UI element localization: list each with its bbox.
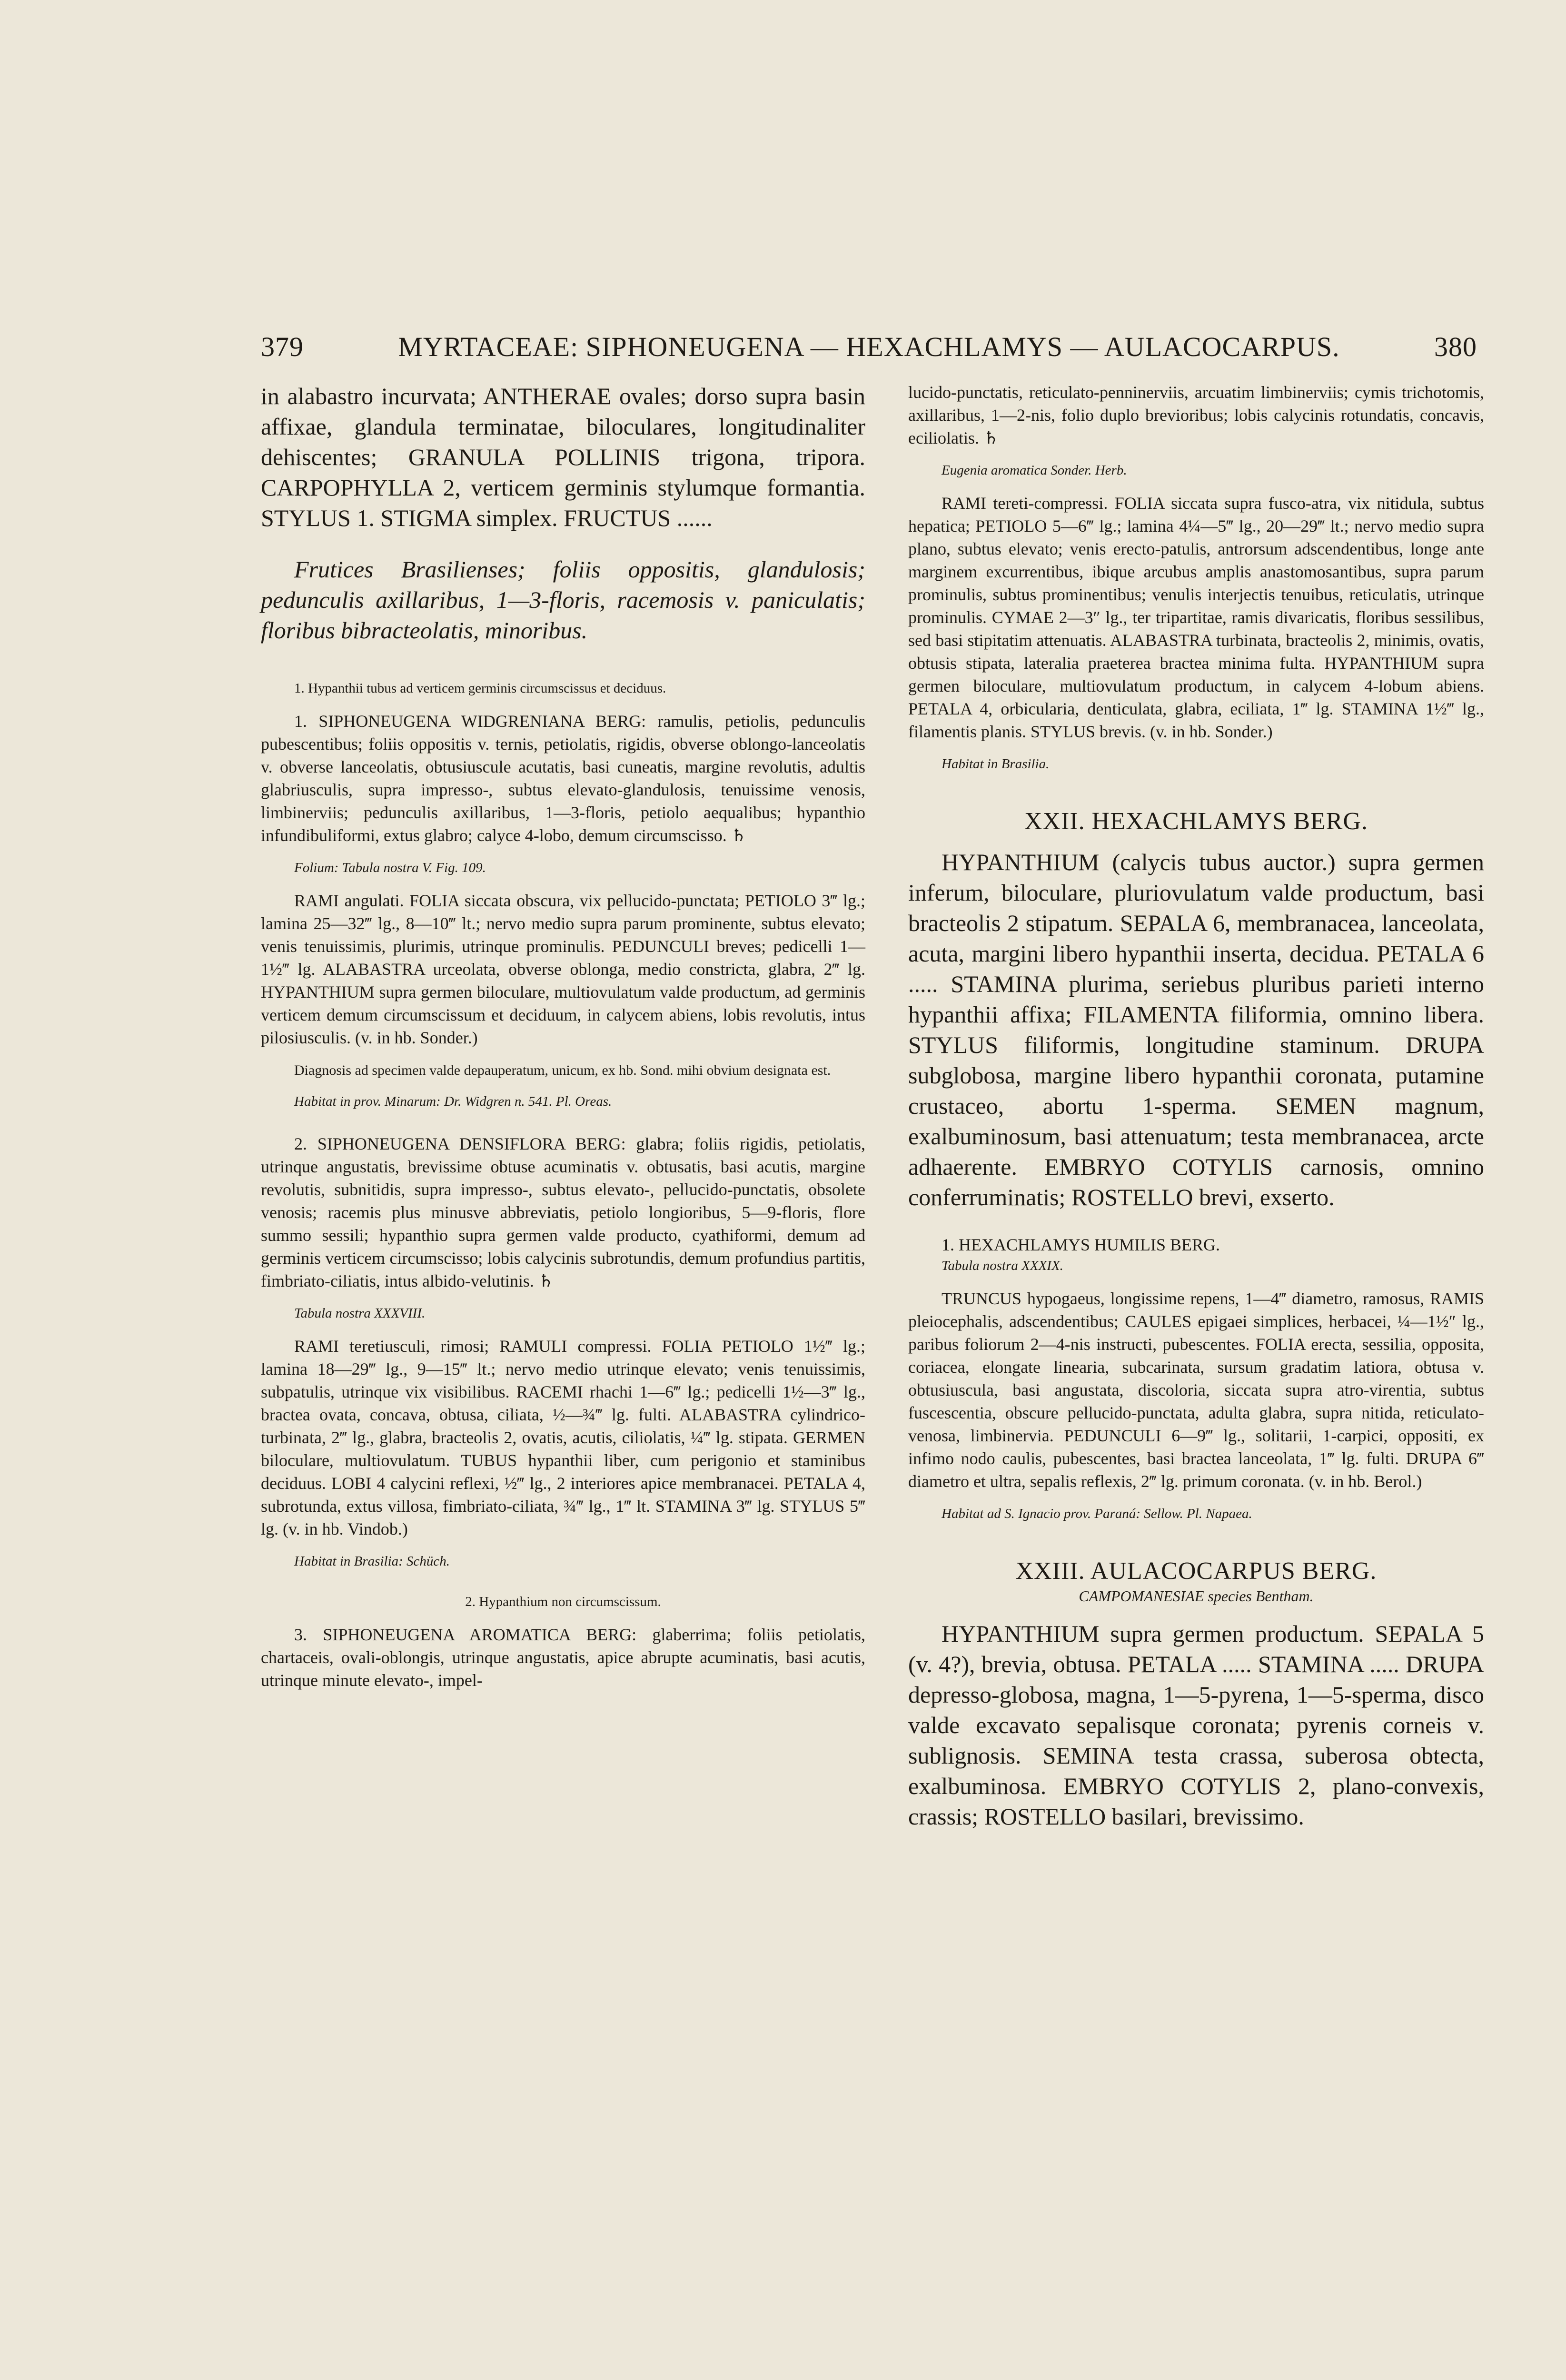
species-3-diagnosis: 3. SIPHONEUGENA AROMATICA BERG: glaberrima; foliis petiolatis, chartaceis, ovali-oblongis, utrinque angustatis, apice abrupte acuminatis, basi acutis, utrinque minute elevato-, impel-	[261, 1625, 865, 1690]
left-column	[261, 381, 865, 1692]
species-3-synonym: Eugenia aromatica Sonder. Herb.	[942, 463, 1127, 478]
right-column	[908, 381, 1484, 1832]
hexachlamys-1-habitat: Habitat ad S. Ignacio prov. Paraná: Sellow. Pl. Napaea.	[942, 1506, 1252, 1521]
species-3-diagnosis-continued: lucido-punctatis, reticulato-penninerviis, arcuatim limbinerviis; cymis trichotomis, axillaribus, 1—2-nis, folio duplo brevioribus; lobis calycinis rotundatis, concavis, eciliolatis. ♄	[908, 383, 1484, 447]
species-1-habitat: Habitat in prov. Minarum: Dr. Widgren n. 541. Pl. Oreas.	[294, 1094, 612, 1109]
species-2-description: RAMI teretiusculi, rimosi; RAMULI compressi. FOLIA PETIOLO 1½‴ lg.; lamina 18—29‴ lg., 9—15‴ lt.; nervo medio utrinque elevato; venis tenuissimis, subpatulis, utrinque vix visibilibus. RACEMI rhachi 1—6‴ lg.; pedicelli 1½—3‴ lg., bractea ovata, concava, obtusa, ciliata, ½—¾‴ lg. fulti. ALABASTRA cylindrico-turbinata, 2‴ lg., glabra, bracteolis 2, ovatis, acutis, ciliolatis, ¼‴ lg. stipata. GERMEN biloculare, multiovulatum. TUBUS hypanthii liber, cum perigonio et staminibus deciduus. LOBI 4 calycini reflexi, ½‴ lg., 2 interiores apice membranacei. PETALA 4, subrotunda, extus villosa, fimbriato-ciliata, ¾‴ lg., 1‴ lt. STAMINA 3‴ lg. STYLUS 5‴ lg. (v. in hb. Vindob.)	[261, 1337, 865, 1538]
species-1-figure-ref: Folium: Tabula nostra V. Fig. 109.	[294, 860, 486, 875]
running-title: MYRTACEAE: SIPHONEUGENA — HEXACHLAMYS — AULACOCARPUS.	[398, 331, 1340, 362]
genus-22-description: HYPANTHIUM (calycis tubus auctor.) supra germen inferum, biloculare, pluriovulatum valde productum, basi bracteolis 2 stipatum. SEPALA 6, membranacea, lanceolata, acuta, margini libero hypanthii inserta, decidua. PETALA 6 ..... STAMINA plurima, seriebus pluribus parieti interno hypanthii affixa; FILAMENTA filiformia, omnino libera. STYLUS filiformis, longitudine staminum. DRUPA subglobosa, margine libero hypanthii coronata, putamine crustaceo, abortu 1-sperma. SEMEN magnum, exalbuminosum, basi attenuatum; testa membranacea, arcte adhaerente. EMBRYO COTYLIS carnosis, omnino conferruminatis; ROSTELLO brevi, exserto.	[908, 849, 1484, 1210]
genus-22-heading: XXII. HEXACHLAMYS BERG.	[1024, 808, 1368, 835]
species-1-description: RAMI angulati. FOLIA siccata obscura, vix pellucido-punctata; PETIOLO 3‴ lg.; lamina 25—32‴ lg., 8—10‴ lt.; nervo medio supra parum prominente, subtus elevato; venis tenuissimis, plurimis, utrinque prominulis. PEDUNCULI breves; pedicelli 1—1½‴ lg. ALABASTRA urceolata, obverse oblonga, medio constricta, glabra, 2‴ lg. HYPANTHIUM supra germen biloculare, multiovulatum valde productum, ad germinis verticem demum circumscissum et deciduum, in calycem abiens, lobis revolutis, intus pilosiusculis. (v. in hb. Sonder.)	[261, 891, 865, 1047]
running-header	[261, 331, 1477, 364]
genus-habit: Frutices Brasilienses; foliis oppositis, glandulosis; pedunculis axillaribus, 1—3-floris, racemosis v. paniculatis; floribus bibracteolatis, minoribus.	[261, 556, 865, 644]
genus-23-subheading: CAMPOMANESIAE species Bentham.	[1079, 1587, 1314, 1605]
page-number-left: 379	[261, 331, 304, 362]
species-3-description: RAMI tereti-compressi. FOLIA siccata supra fusco-atra, vix nitidula, subtus hepatica; PETIOLO 5—6‴ lg.; lamina 4¼—5‴ lg., 20—29‴ lt.; nervo medio supra plano, subtus elevato; venis erecto-patulis, antrorsum adscendentibus, longe ante marginem excurrentibus, ibique arcubus amplis anastomosantibus, supra parum prominulis, subtus prominentibus; venulis interjectis tenuibus, reticulatis, utrinque prominulis. CYMAE 2—3″ lg., ter tripartitae, ramis divaricatis, floribus sessilibus, sed basi stipitatim attenuatis. ALABASTRA turbinata, bracteolis 2, minimis, ovatis, obtusis stipata, lateralia praeterea bractea minima fulta. HYPANTHIUM supra germen biloculare, multiovulatum productum, in calycem 4-lobum abiens. PETALA 4, orbicularia, denticulata, glabra, eciliata, 1‴ lg. STAMINA 1½‴ lg., filamentis planis. STYLUS brevis. (v. in hb. Sonder.)	[908, 494, 1484, 741]
section-heading-2: 2. Hypanthium non circumscissum.	[465, 1594, 661, 1609]
hexachlamys-1-plate-ref: Tabula nostra XXXIX.	[942, 1258, 1063, 1273]
genus-23-heading: XXIII. AULACOCARPUS BERG.	[1015, 1557, 1377, 1585]
hexachlamys-1-description: TRUNCUS hypogaeus, longissime repens, 1—4‴ diametro, ramosus, RAMIS pleiocephalis, adscendentibus; CAULES epigaei simplices, herbacei, ¼—1½″ lg., paribus foliorum 2—4-nis instructi, pubescentes. FOLIA erecta, sessilia, opposita, coriacea, elongate linearia, subcarinata, sursum gradatim latiora, obtusa v. obtusiuscula, basi angustata, discoloria, siccata supra atro-virentia, subtus fuscescentia, obscure pellucido-punctata, adulta glabra, supra nitida, reticulato-venosa, limbinervia. PEDUNCULI 6—9‴ lg., solitarii, 1-carpici, oppositi, ex infimo nodo caulis, pubescentes, basi bractea lanceolata, 1‴ lg. fulti. DRUPA 6‴ diametro et ultra, sepalis reflexis, 2‴ lg. primum coronata. (v. in hb. Berol.)	[908, 1289, 1484, 1491]
species-1-diagnosis: 1. SIPHONEUGENA WIDGRENIANA BERG: ramulis, petiolis, pedunculis pubescentibus; foliis oppositis v. ternis, petiolatis, rigidis, obverse oblongo-lanceolatis v. obverse lanceolatis, obtusiuscule acutatis, basi cuneatis, margine revolutis, adultis glabriusculis, supra impresso-, subtus elevato-glandulosis, tenuissime venosis, limbinerviis; pedunculis axillaribus, 1—3-floris, petiolo aequalibus; hypanthio infundibuliformi, extus glabro; calyce 4-lobo, demum circumscisso. ♄	[261, 712, 865, 845]
genus-23-description: HYPANTHIUM supra germen productum. SEPALA 5 (v. 4?), brevia, obtusa. PETALA ..... STAMINA ..... DRUPA depresso-globosa, magna, 1—5-pyrena, 1—5-sperma, disco valde excavato sepalisque coronata; pyrenis corneis v. sublignosis. SEMINA testa crassa, suberosa obtecta, exalbuminosa. EMBRYO COTYLIS 2, plano-convexis, crassis; ROSTELLO basilari, brevissimo.	[908, 1620, 1484, 1830]
genus-description-continued: in alabastro incurvata; ANTHERAE ovales; dorso supra basin affixae, glandula terminatae, biloculares, longitudinaliter dehiscentes; GRANULA POLLINIS trigona, tripora. CARPOPHYLLA 2, verticem germinis stylumque formantia. STYLUS 1. STIGMA simplex. FRUCTUS ......	[261, 383, 865, 531]
species-2-habitat: Habitat in Brasilia: Schüch.	[294, 1554, 450, 1569]
species-2-diagnosis: 2. SIPHONEUGENA DENSIFLORA BERG: glabra; foliis rigidis, petiolatis, utrinque angustatis, brevissime obtuse acuminatis v. obtusatis, basi acutis, margine revolutis, subnitidis, supra impresso-, subtus elevato-, pellucido-punctatis, obsolete venosis; racemis plus minusve abbreviatis, petiolo longioribus, 5—9-floris, flore summo sessili; hypanthio supra germen valde producto, cyathiformi, demum ad germinis verticem circumscisso; lobis calycinis subrotundis, demum profundius partitis, fimbriato-ciliatis, intus albido-velutinis. ♄	[261, 1134, 865, 1290]
hexachlamys-1-heading: 1. HEXACHLAMYS HUMILIS BERG.	[942, 1235, 1220, 1254]
species-2-plate-ref: Tabula nostra XXXVIII.	[294, 1306, 426, 1321]
section-heading-1: 1. Hypanthii tubus ad verticem germinis circumscissus et deciduus.	[294, 681, 666, 696]
species-1-note: Diagnosis ad specimen valde depauperatum, unicum, ex hb. Sond. mihi obvium designata est.	[294, 1062, 831, 1078]
page-number-right: 380	[1434, 331, 1477, 362]
species-3-habitat: Habitat in Brasilia.	[942, 756, 1050, 772]
